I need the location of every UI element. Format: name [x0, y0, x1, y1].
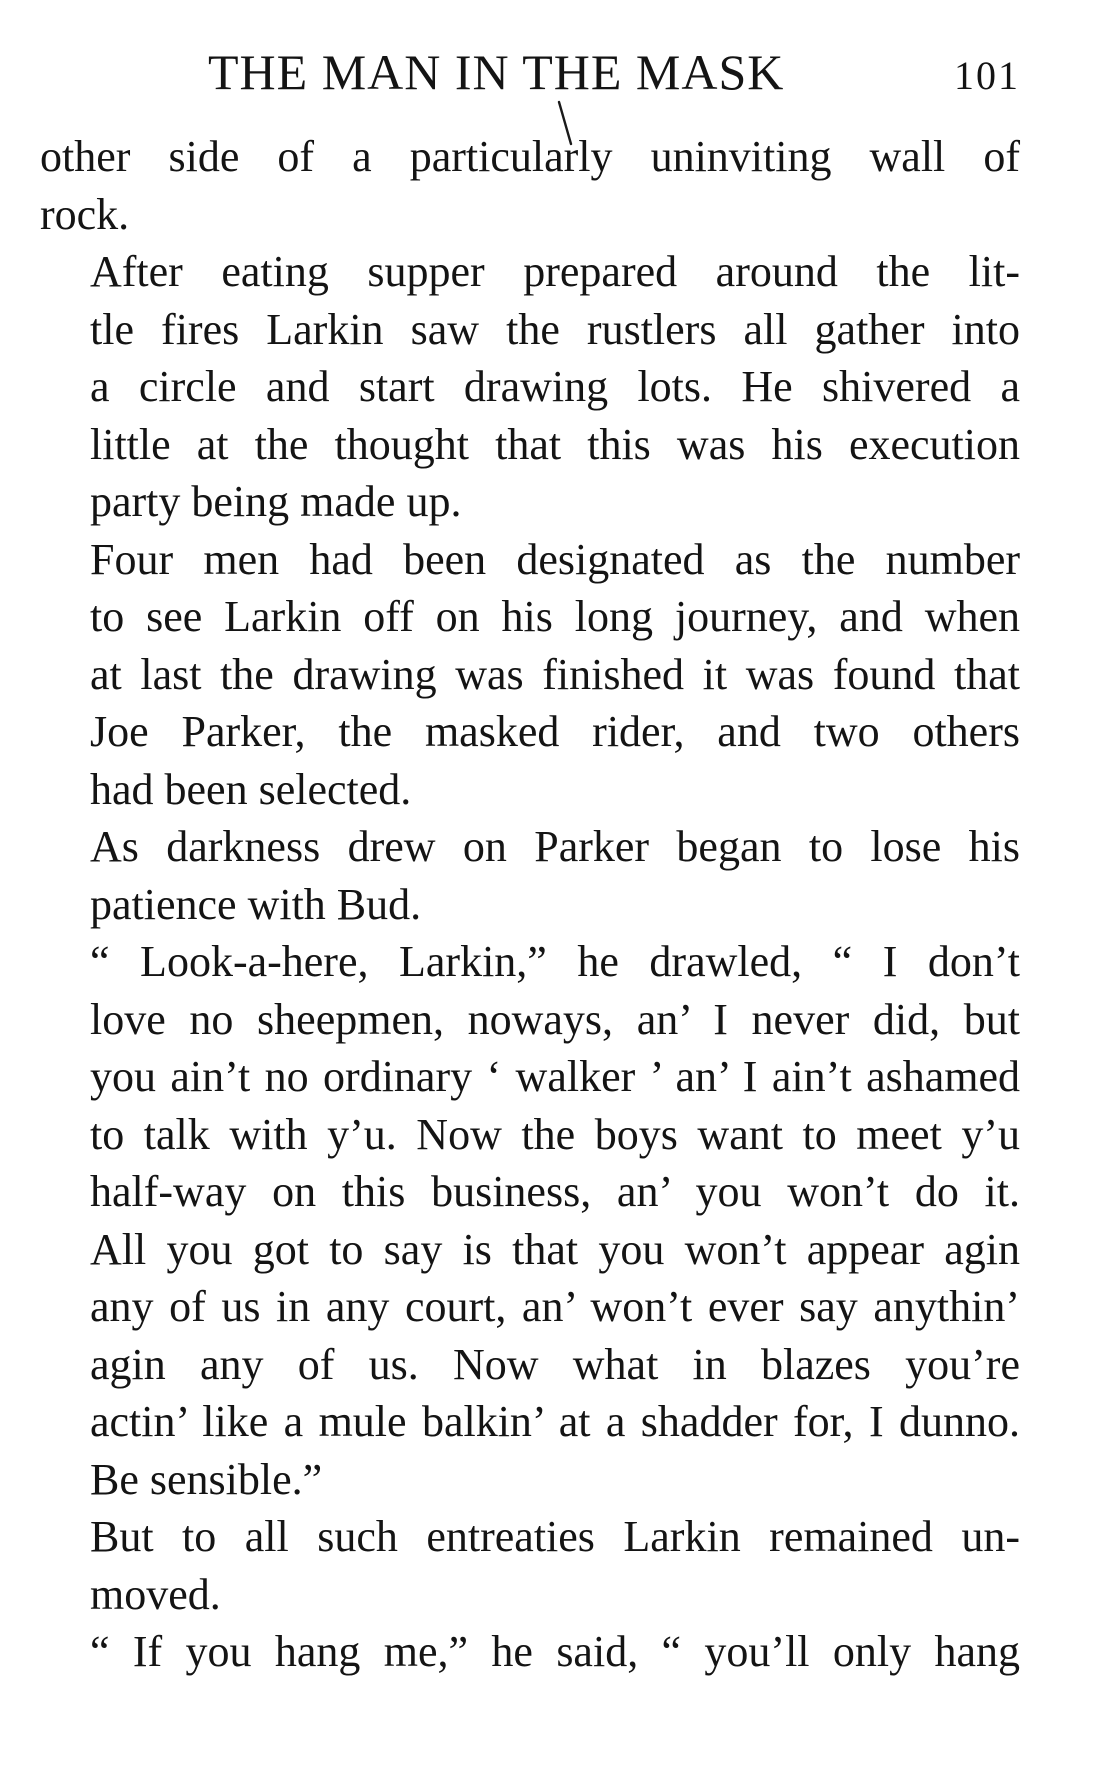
text-line: moved.: [90, 1569, 221, 1619]
text-line: had been selected.: [90, 764, 412, 814]
text-line: agin any of us. Now what in blazes you’re: [90, 1339, 1020, 1389]
text-line: But to all such entreaties Larkin remained un-: [90, 1512, 1020, 1561]
text-line: “ If you hang me,” he said, “ you’ll only hang: [90, 1627, 1020, 1676]
text-line: As darkness drew on Parker began to lose his: [90, 822, 1020, 871]
text-line: love no sheepmen, noways, an’ I never did, but: [90, 994, 1020, 1044]
text-line: little at the thought that this was his execution: [90, 419, 1020, 469]
text-line: half-way on this business, an’ you won’t do it.: [90, 1167, 1020, 1216]
text-line: other side of a particularly uninviting wall of: [40, 132, 1020, 181]
text-line: Be sensible.”: [90, 1454, 323, 1504]
paragraph-3: [40, 531, 1020, 819]
paragraph-7: [40, 1623, 1020, 1681]
text-line: tle fires Larkin saw the rustlers all gather into: [90, 304, 1020, 354]
running-head: [40, 42, 1020, 102]
text-line: Joe Parker, the masked rider, and two others: [90, 707, 1020, 756]
text-line: actin’ like a mule balkin’ at a shadder for, I dunno.: [90, 1397, 1020, 1446]
text-line: patience with Bud.: [90, 879, 422, 929]
text-line: you ain’t no ordinary ‘ walker ’ an’ I ain’t ashamed: [90, 1052, 1020, 1101]
text-line: party being made up.: [90, 477, 462, 526]
text-line: a circle and start drawing lots. He shivered a: [90, 362, 1020, 411]
page-number: 101: [954, 53, 1020, 98]
text-line: Four men had been designated as the number: [90, 534, 1020, 584]
paragraph-2: [40, 243, 1020, 531]
body-text: [40, 128, 1020, 1681]
text-line: After eating supper prepared around the lit-: [90, 247, 1020, 296]
paragraph-6: [40, 1508, 1020, 1623]
text-line: “ Look-a-here, Larkin,” he drawled, “ I don’t: [90, 937, 1020, 986]
paragraph-5: [40, 933, 1020, 1508]
text-line: rock.: [40, 189, 130, 239]
text-line: any of us in any court, an’ won’t ever say anythin’: [90, 1282, 1020, 1331]
running-title: THE MAN IN THE MASK: [208, 44, 785, 100]
text-line: All you got to say is that you won’t appear agin: [90, 1224, 1020, 1274]
paragraph-4: [40, 818, 1020, 933]
text-line: to see Larkin off on his long journey, and when: [90, 592, 1020, 641]
text-line: at last the drawing was finished it was found that: [90, 649, 1020, 699]
paragraph-1: [40, 128, 1020, 243]
text-line: to talk with y’u. Now the boys want to meet y’u: [90, 1109, 1020, 1159]
